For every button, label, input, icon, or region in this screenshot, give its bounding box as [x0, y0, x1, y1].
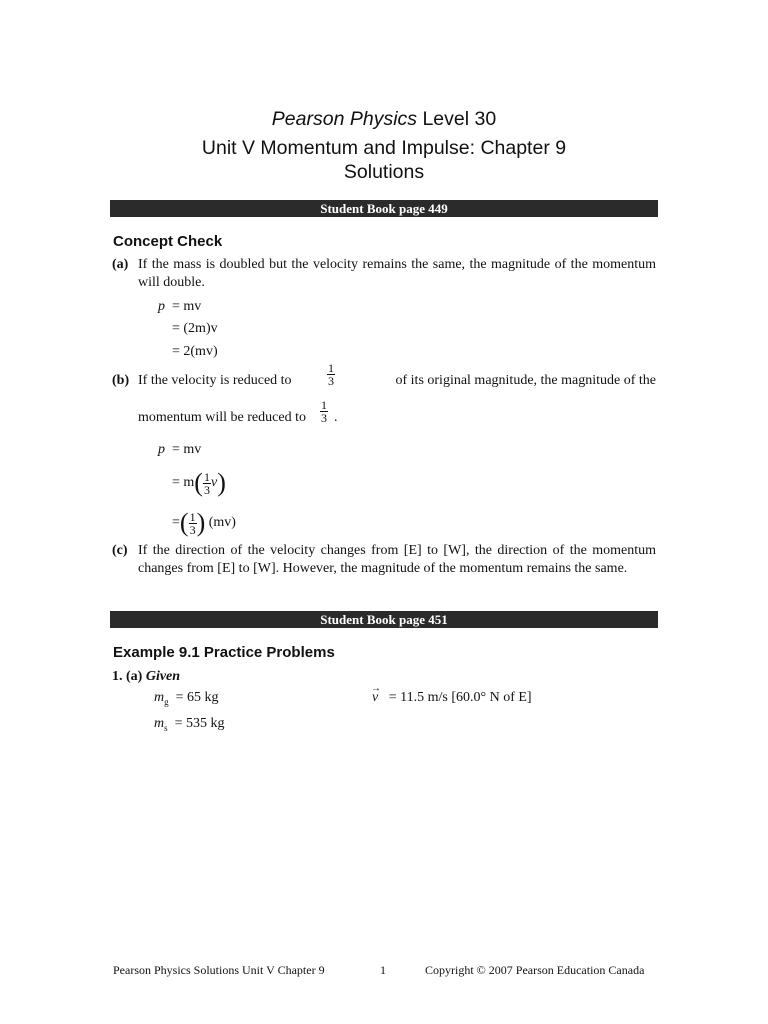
footer-page-number: 1: [380, 963, 386, 977]
item-b-period: .: [334, 410, 338, 425]
item-a-text: If the mass is doubled but the velocity remains the same, the magnitude of the momentum will double.: [138, 257, 656, 290]
example-heading: Example 9.1 Practice Problems: [113, 644, 335, 661]
concept-check-heading: Concept Check: [113, 233, 223, 250]
item-b-line2: momentum will be reduced to: [138, 410, 306, 425]
eq-a-3: = 2(mv): [172, 344, 218, 359]
section-bar-page-451: Student Book page 451: [110, 611, 658, 628]
eq-b-2: = m( $\frac{1}{3}$ v): [172, 468, 226, 497]
given-mg: $m_g = 65$ kg: [154, 690, 219, 707]
fraction-one-third-b1: $\frac{1}{3}$: [328, 361, 334, 388]
item-b-text-after: of its original magnitude, the magnitude of the: [395, 373, 656, 388]
fraction-one-third-b2: $\frac{1}{3}$: [321, 398, 327, 425]
page-subtitle-2: Solutions: [343, 161, 425, 183]
footer-left: Pearson Physics Solutions Unit V Chapter 9: [113, 963, 325, 977]
section-bar-page-449: Student Book page 449: [110, 200, 658, 217]
problem-1a-label: 1. (a) Given: [112, 669, 181, 684]
given-ms: $m_s = 535$ kg: [154, 716, 225, 733]
item-b-text-before: If the velocity is reduced to: [138, 373, 292, 388]
item-c-text: If the direction of the velocity changes from [E] to [W], the direction of the momentum changes from [E] to [W]. However, the magnitude of the momentum remains the same.: [138, 543, 656, 576]
given-velocity: → v = 11.5 m/s [60.0° N of E]: [371, 683, 532, 705]
page-subtitle: Unit V Momentum and Impulse: Chapter 9: [201, 137, 567, 159]
item-b-label: (b): [112, 373, 130, 388]
eq-b-1: p = mv: [158, 442, 202, 457]
given-label: Given: [145, 669, 181, 684]
page-title: [0, 108, 768, 131]
item-c-label: (c): [112, 543, 128, 558]
eq-a-1: p = mv: [158, 299, 202, 314]
title-rest: Level 30: [417, 108, 497, 130]
title-italic: Pearson Physics: [271, 108, 418, 130]
item-a-label: (a): [112, 257, 129, 272]
footer-copyright: Copyright © 2007 Pearson Education Canada: [425, 963, 645, 977]
eq-a-2: = (2m)v: [172, 321, 218, 336]
eq-b-3: =( $\frac{1}{3}$ ) (mv): [172, 508, 236, 537]
